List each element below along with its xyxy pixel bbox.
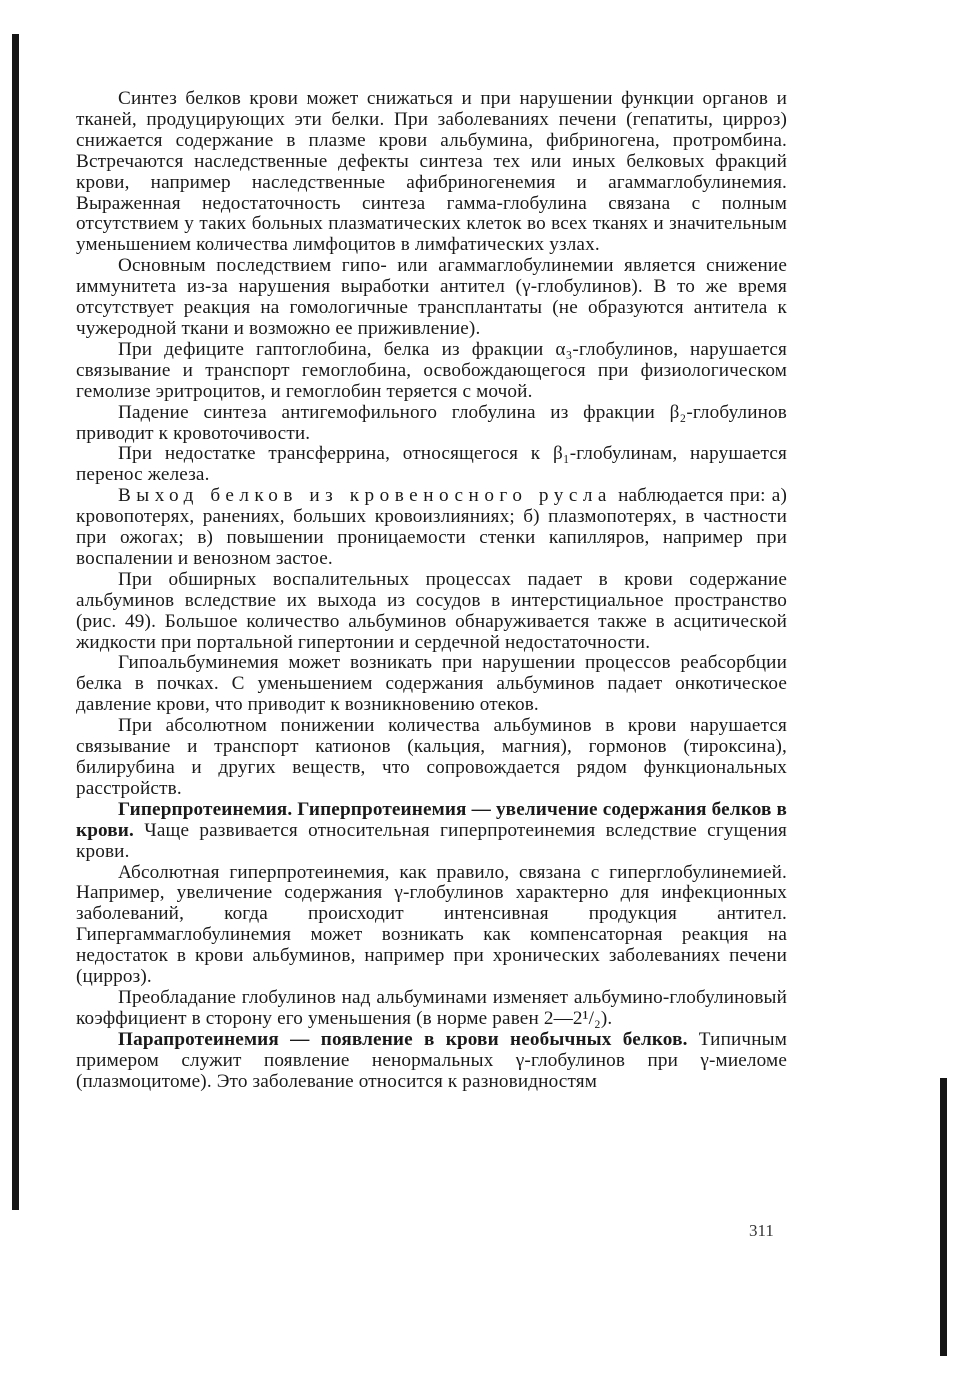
paragraph: При абсолютном понижении количества альбуминов в крови нарушается связывание и транспорт катионов (кальция, магния), гормонов (тироксина), билирубина и других веществ, что сопровождается рядом функциональных расстройств. (76, 715, 787, 799)
page-text (76, 89, 787, 1093)
paragraph: Выход белков из кровеносного русла наблюдается при: а) кровопотерях, ранениях, больших кровоизлияниях; б) плазмопотерях, в частности при ожогах; в) повышении проницаемости стенки капилляров, например при воспалении и венозном застое. (76, 485, 787, 569)
bold-heading: Парапротеинемия — появление в крови необычных белков. (118, 1028, 688, 1050)
spaced-heading: Выход белков из кровеносного русла (118, 485, 612, 507)
paragraph: Преобладание глобулинов над альбуминами изменяет альбумино-глобулиновый коэффициент в сторону его уменьшения (в норме равен 2—2¹/₂). (76, 986, 787, 1029)
paragraph: Абсолютная гиперпротеинемия, как правило, связана с гиперглобулинемией. Например, увеличение содержания γ-глобулинов характерно для инфекционных заболеваний, когда происходит интенсивная продукция антител. Гипергаммаглобулинемия может возникать как компенсаторная реакция на недостаток в крови альбуминов, например при хронических заболеваниях печени (цирроз). (76, 861, 787, 988)
paragraph: Основным последствием гипо- или агаммаглобулинемии является снижение иммунитета из-за нарушения выработки антител (γ-глобулинов). В то же время отсутствует реакция на гомологичные трансплантаты (не образуются антитела к чужеродной ткани и возможно ее приживление). (76, 255, 787, 339)
scan-edge-left (12, 34, 19, 1210)
paragraph: При недостатке трансферрина, относящегося к β₁-глобулинам, нарушается перенос железа. (76, 443, 787, 486)
paragraph: При дефиците гаптоглобина, белка из фракции α₃-глобулинов, нарушается связывание и транспорт гемоглобина, освобождающегося при физиологическом гемолизе эритроцитов, и гемоглобин теряется с мочой. (76, 338, 787, 402)
paragraph: Гиперпротеинемия. Гиперпротеинемия — увеличение содержания белков в крови. Чаще развивается относительная гиперпротеинемия вследствие сгущения крови. (76, 798, 787, 862)
bold-heading: Гиперпротеинемия. Гиперпротеинемия — увеличение содержания белков в крови. (76, 798, 787, 841)
paragraph: Падение синтеза антигемофильного глобулина из фракции β₂-глобулинов приводит к кровоточивости. (76, 401, 787, 444)
page-number: 311 (749, 1221, 774, 1240)
paragraph: Гипоальбуминемия может возникать при нарушении процессов реабсорбции белка в почках. С уменьшением содержания альбуминов падает онкотическое давление крови, что приводит к возникновению отеков. (76, 652, 787, 716)
paragraph: При обширных воспалительных процессах падает в крови содержание альбуминов вследствие их выхода из сосудов в интерстициальное пространство (рис. 49). Большое количество альбуминов обнаруживается также в асцитической жидкости при портальной гипертонии и сердечной недостаточности. (76, 568, 787, 653)
scan-edge-right (940, 1078, 947, 1356)
paragraph: Парапротеинемия — появление в крови необычных белков. Типичным примером служит появление ненормальных γ-глобулинов при γ-миеломе (плазмоцитоме). Это заболевание относится к разновидностям (76, 1028, 787, 1092)
paragraph: Синтез белков крови может снижаться и при нарушении функции органов и тканей, продуцирующих эти белки. При заболеваниях печени (гепатиты, цирроз) снижается содержание в плазме крови альбумина, фибриногена, протромбина. Встречаются наследственные дефекты синтеза тех или иных белковых фракций крови, например наследственные афибриногенемия и агаммаглобулинемия. Выраженная недостаточность синтеза гамма-глобулина связана с полным отсутствием у таких больных плазматических клеток во всех тканях и значительным уменьшением количества лимфоцитов в лимфатических узлах. (76, 88, 787, 256)
